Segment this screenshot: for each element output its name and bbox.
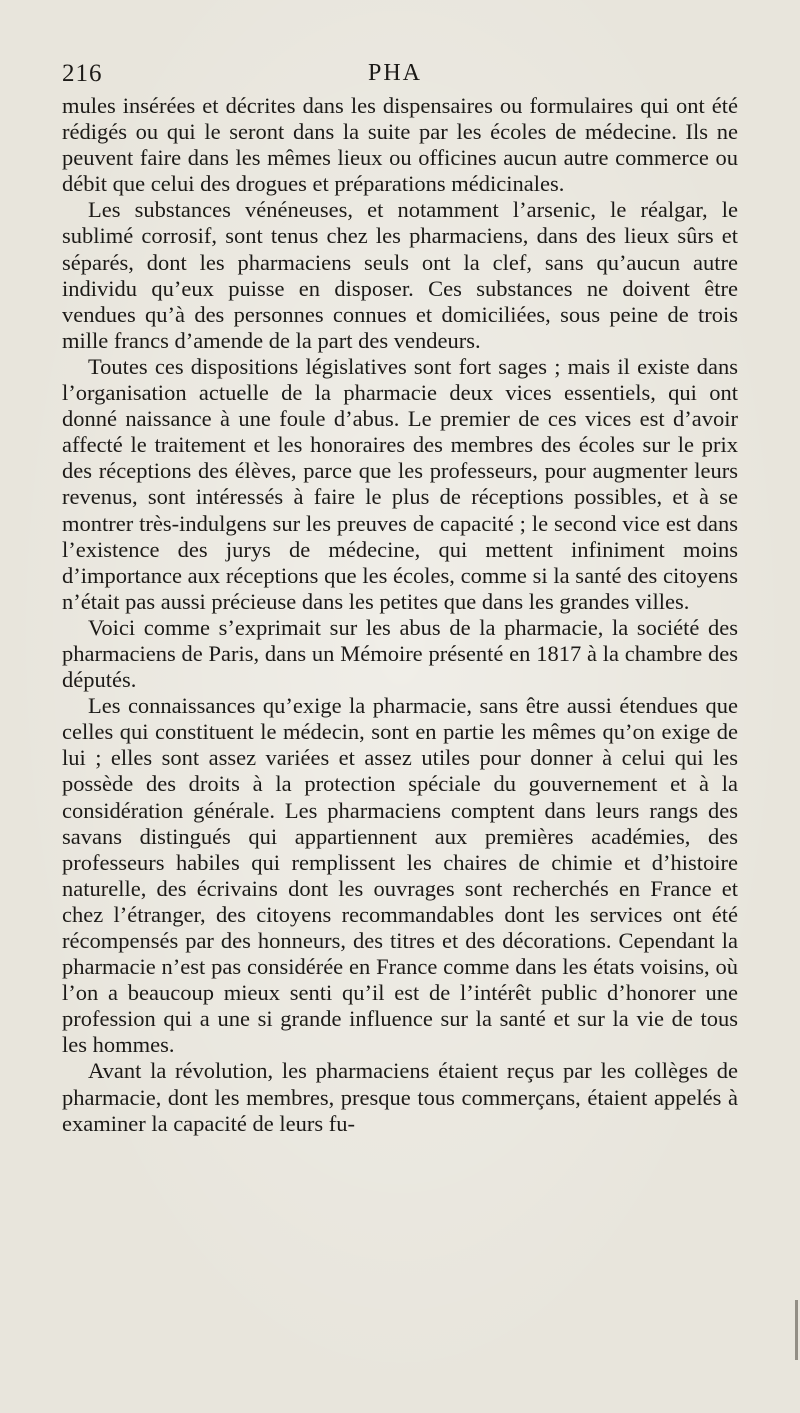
running-head: PHA [368, 60, 423, 86]
page-edge-mark [795, 1300, 798, 1360]
paragraph-vices: Toutes ces dispositions législatives sont fort sages ; mais il existe dans l’organisation actuelle de la pharmacie deux vices essentiels, qui ont donné naissance à une foule d’abus. Le premier de ces vices est d’avoir affecté le traitement et les honoraires des membres des écoles sur le prix des réceptions des élèves, parce que les professeurs, pour augmenter leurs revenus, sont intéressés à faire le plus de réceptions possibles, et à se montrer très-indulgens sur les preuves de capacité ; le second vice est dans l’existence des jurys de médecine, qui mettent infiniment moins d’importance aux réceptions que les écoles, comme si la santé des citoyens n’était pas aussi précieuse dans les petites que dans les grandes villes. [62, 353, 738, 614]
body-text [62, 93, 738, 1137]
paragraph-poisons: Les substances vénéneuses, et notamment l’arsenic, le réalgar, le sublimé corrosif, sont tenus chez les pharmaciens, dans des lieux sûrs et séparés, dont les pharmaciens seuls ont la clef, sans qu’aucun autre individu qu’eux puisse en disposer. Ces substances ne doivent être vendues qu’à des personnes connues et domiciliées, sous peine de trois mille francs d’amende de la part des vendeurs. [62, 197, 738, 353]
paragraph-connaissances: Les connaissances qu’exige la pharmacie, sans être aussi étendues que celles qui constituent le médecin, sont en partie les mêmes qu’on exige de lui ; elles sont assez variées et assez utiles pour donner à celui qui les possède des droits à la protection spéciale du gouvernement et à la considération générale. Les pharmaciens comptent dans leurs rangs des savans distingués qui appartiennent aux premières académies, des professeurs habiles qui remplissent les chaires de chimie et d’histoire naturelle, des écrivains dont les ouvrages sont recherchés en France et chez l’étranger, des citoyens recommandables dont les services ont été récompensés par des honneurs, des titres et des décorations. Cependant la pharmacie n’est pas considérée en France comme dans les états voisins, où l’on a beaucoup mieux senti qu’il est de l’intérêt public d’honorer une profession qui a une si grande influence sur la santé et sur la vie de tous les hommes. [62, 693, 738, 1058]
page-number: 216 [62, 60, 103, 87]
page-header [62, 60, 738, 94]
paragraph-memoire-intro: Voici comme s’exprimait sur les abus de la pharmacie, la société des pharmaciens de Paris, dans un Mémoire présenté en 1817 à la chambre des députés. [62, 614, 738, 693]
paragraph-continuation: mules insérées et décrites dans les dispensaires ou formulaires qui ont été rédigés ou qui le seront dans la suite par les écoles de médecine. Ils ne peuvent faire dans les mêmes lieux ou officines aucun autre commerce ou débit que celui des drogues et préparations médicinales. [62, 93, 738, 197]
paragraph-revolution: Avant la révolution, les pharmaciens étaient reçus par les collèges de pharmacie, dont les membres, presque tous commerçans, étaient appelés à examiner la capacité de leurs fu- [62, 1058, 738, 1136]
